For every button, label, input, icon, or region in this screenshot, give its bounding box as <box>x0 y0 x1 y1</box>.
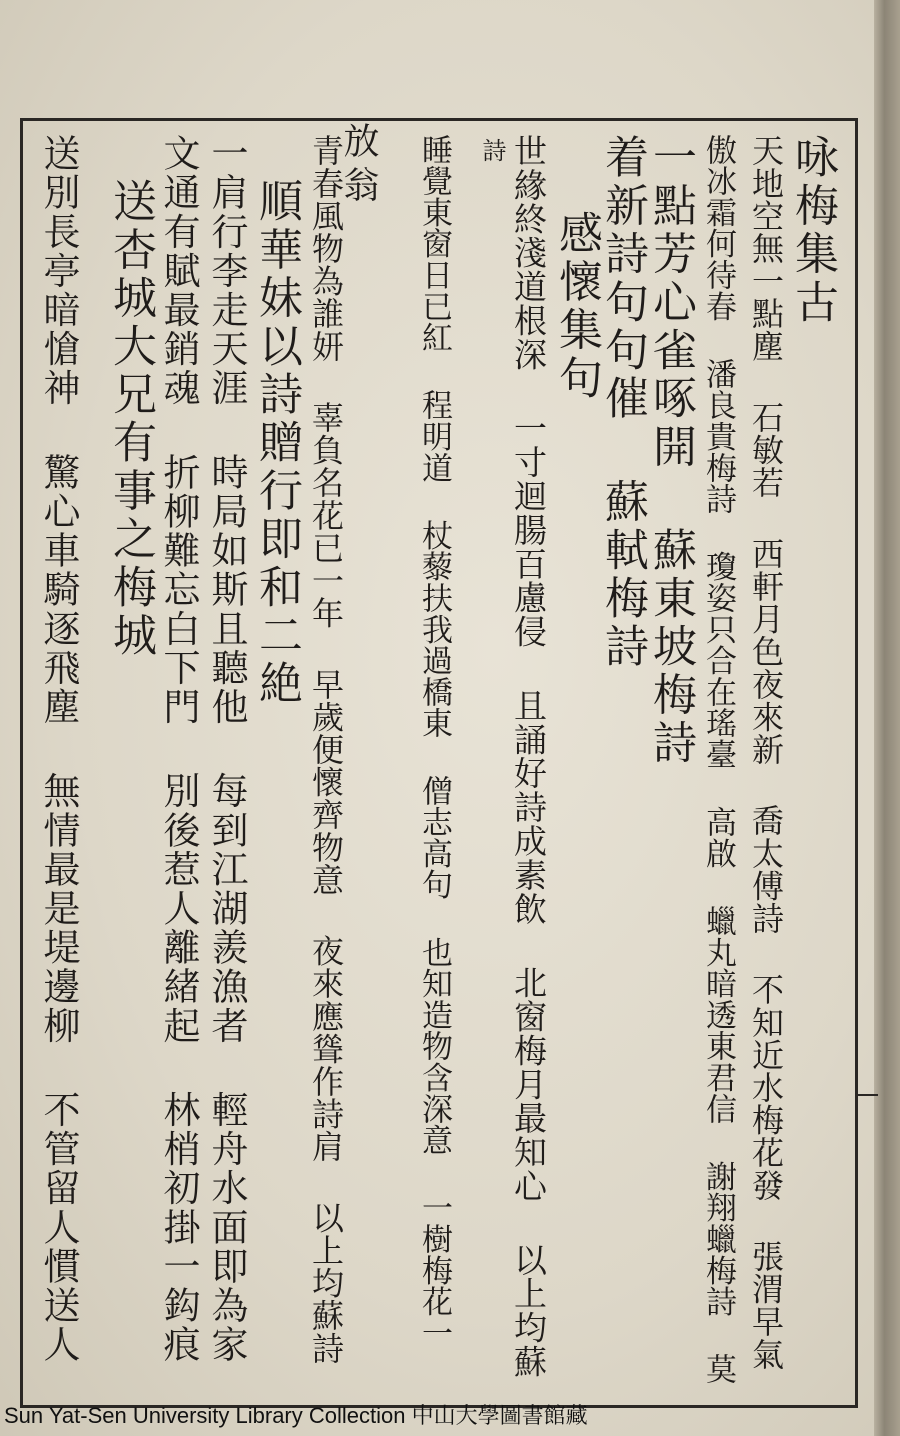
text-column-heading: 送杏城大兄有事之梅城 <box>105 178 156 660</box>
text-column: 着新詩句句催 蘇軾梅詩 <box>597 134 648 672</box>
text-column-title: 咏梅集古 <box>787 134 838 327</box>
text-column: 一點芳心雀啄開 蘇東坡梅詩 <box>645 134 696 768</box>
text-column-note: 詩 <box>478 138 506 162</box>
text-column: 青春風物為誰妍 辜負名花已一年 早歲便懷齊物意 夜來應聳作詩肩 以上均蘇詩 <box>307 134 345 1365</box>
library-caption: Sun Yat-Sen University Library Collection 中山大學圖書館藏 <box>4 1403 588 1428</box>
text-column: 世緣終淺道根深 一寸迴腸百慮侵 且誦好詩成素飲 北窗梅月最知心 以上均蘇 <box>509 134 548 1379</box>
text-column: 文通有賦最銷魂 折柳難忘白下門 別後惹人離緒起 林梢初掛一鈎痕 <box>157 134 200 1365</box>
text-column-heading: 感懷集句 <box>551 210 602 403</box>
text-column: 傲冰霜何待春 潘良貴梅詩 瓊姿只合在瑤臺 高啟 蠟丸暗透東君信 謝翔蠟梅詩 莫 <box>700 134 736 1385</box>
text-column: 一肩行李走天涯 時局如斯且聽他 每到江湖羨漁者 輕舟水面即為家 <box>205 134 248 1365</box>
text-column: 送別長亭暗愴神 驚心車騎逐飛塵 無情最是堤邊柳 不管留人慣送人 <box>37 134 80 1365</box>
gutter-mark <box>858 1094 878 1096</box>
text-column-note: 放翁 <box>338 122 379 210</box>
text-column: 睡覺東窗日已紅 程明道 杖藜扶我過橋東 僧志高句 也知造物含深意 一樹梅花一 <box>416 134 452 1349</box>
text-column: 天地空無一點塵 石敏若 西軒月色夜來新 喬太傅詩 不知近水梅花發 張渭早氣 <box>747 134 785 1371</box>
text-column-heading: 順華妹以詩贈行即和二絶 <box>251 178 302 709</box>
book-spine <box>874 0 900 1436</box>
